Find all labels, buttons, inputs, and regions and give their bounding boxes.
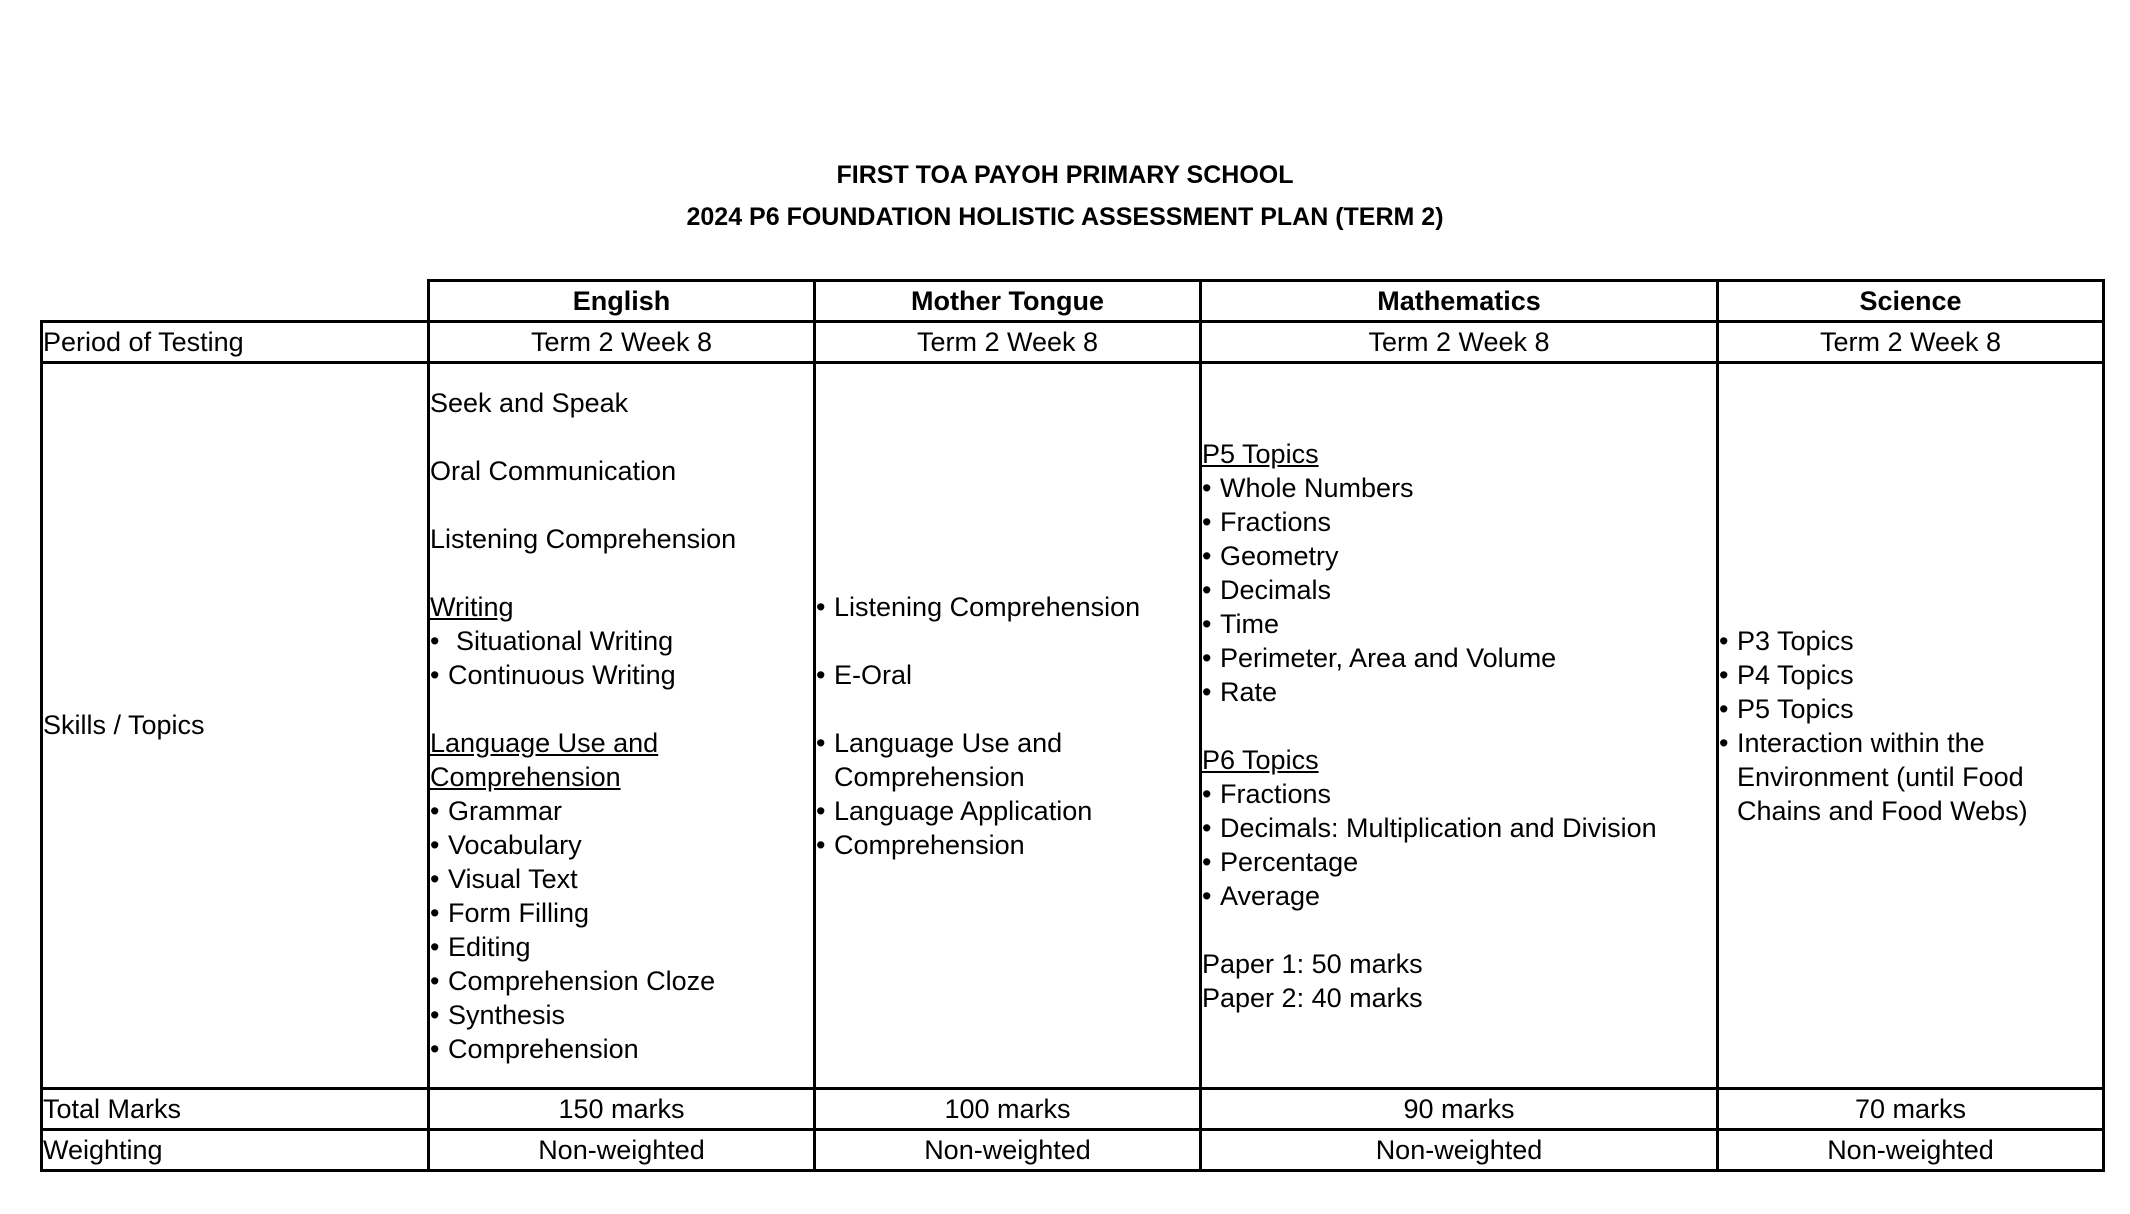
list-item-continuation [1719, 760, 2102, 794]
bullet-icon: • [1202, 642, 1212, 673]
list-item-text: Vocabulary [448, 829, 582, 860]
list-item [816, 658, 1199, 692]
english-writing-heading: Writing [430, 591, 514, 622]
list-item-text: Decimals: Multiplication and Division [1220, 812, 1657, 843]
bullet-icon: • [816, 829, 826, 860]
bullet-icon: • [1202, 574, 1212, 605]
list-item-text: P5 Topics [1737, 693, 1854, 724]
list-item [816, 726, 1199, 760]
list-item [430, 828, 813, 862]
bullet-icon: • [1202, 676, 1212, 707]
list-item [430, 896, 813, 930]
list-item [430, 658, 813, 692]
list-item-text: Listening Comprehension [834, 591, 1141, 622]
column-header-science: Science [1718, 281, 2104, 322]
list-item-text: Comprehension [834, 829, 1025, 860]
list-item-text: P4 Topics [1737, 659, 1854, 690]
bullet-icon: • [1202, 812, 1212, 843]
math-p6-heading: P6 Topics [1202, 744, 1319, 775]
bullet-icon: • [430, 795, 440, 826]
list-item [1202, 573, 1716, 607]
bullet-icon: • [1719, 625, 1729, 656]
total-marks-row [42, 1089, 2104, 1130]
english-language-heading-cont: Comprehension [430, 761, 621, 792]
list-item-text: Chains and Food Webs) [1737, 795, 2028, 826]
math-paper-2: Paper 2: 40 marks [1202, 982, 1423, 1013]
list-item [1202, 471, 1716, 505]
bullet-icon: • [816, 659, 826, 690]
math-p5-heading: P5 Topics [1202, 438, 1319, 469]
list-item-text: Decimals [1220, 574, 1332, 605]
list-item [430, 964, 813, 998]
bullet-icon: • [1202, 846, 1212, 877]
math-paper-1: Paper 1: 50 marks [1202, 948, 1423, 979]
list-item-text: Time [1220, 608, 1279, 639]
english-language-heading: Language Use and [430, 727, 659, 758]
bullet-icon: • [430, 863, 440, 894]
list-item [1719, 624, 2102, 658]
row-label-weighting: Weighting [42, 1130, 429, 1171]
bullet-icon: • [430, 931, 440, 962]
total-mother-tongue: 100 marks [815, 1089, 1201, 1130]
weighting-row [42, 1130, 2104, 1171]
bullet-icon: • [430, 897, 440, 928]
list-item-text: E-Oral [834, 659, 913, 690]
list-item [1719, 692, 2102, 726]
assessment-plan-table [40, 279, 2105, 1172]
total-mathematics: 90 marks [1201, 1089, 1718, 1130]
list-item-text: P3 Topics [1737, 625, 1854, 656]
list-item-text: Fractions [1220, 778, 1332, 809]
weighting-mathematics: Non-weighted [1201, 1130, 1718, 1171]
period-science: Term 2 Week 8 [1718, 322, 2104, 363]
skills-row [42, 363, 2104, 1089]
list-item-text: Form Filling [448, 897, 590, 928]
list-item [1202, 777, 1716, 811]
skills-english [429, 363, 815, 1089]
list-item [430, 1032, 813, 1066]
total-science: 70 marks [1718, 1089, 2104, 1130]
list-item [1202, 675, 1716, 709]
bullet-icon: • [1202, 880, 1212, 911]
period-mathematics: Term 2 Week 8 [1201, 322, 1718, 363]
list-item-text: Visual Text [448, 863, 578, 894]
row-label-period: Period of Testing [42, 322, 429, 363]
list-item [430, 624, 813, 658]
list-item [1719, 726, 2102, 760]
row-label-total-marks: Total Marks [42, 1089, 429, 1130]
list-item [816, 794, 1199, 828]
bullet-icon: • [430, 625, 440, 656]
bullet-icon: • [1719, 659, 1729, 690]
bullet-icon: • [430, 999, 440, 1030]
english-oral: Oral Communication [430, 455, 677, 486]
bullet-icon: • [430, 659, 440, 690]
list-item [430, 930, 813, 964]
list-item-text: Language Application [834, 795, 1093, 826]
list-item-text: Rate [1220, 676, 1278, 707]
plan-title: 2024 P6 FOUNDATION HOLISTIC ASSESSMENT PLAN (TERM 2) [686, 203, 1444, 231]
bullet-icon: • [816, 727, 826, 758]
column-header-english: English [429, 281, 815, 322]
weighting-english: Non-weighted [429, 1130, 815, 1171]
period-row [42, 322, 2104, 363]
list-item-continuation [816, 760, 1199, 794]
list-item [430, 794, 813, 828]
bullet-icon: • [1719, 727, 1729, 758]
list-item-text: Environment (until Food [1737, 761, 2024, 792]
bullet-icon: • [816, 795, 826, 826]
list-item-text: Perimeter, Area and Volume [1220, 642, 1557, 673]
list-item-text: Continuous Writing [448, 659, 676, 690]
list-item [430, 862, 813, 896]
list-item-text: Geometry [1220, 540, 1339, 571]
list-item-text: Language Use and [834, 727, 1063, 758]
bullet-icon: • [1719, 693, 1729, 724]
list-item [816, 828, 1199, 862]
list-item-text: Editing [448, 931, 531, 962]
weighting-mother-tongue: Non-weighted [815, 1130, 1201, 1171]
skills-mathematics [1201, 363, 1718, 1089]
list-item [1202, 879, 1716, 913]
list-item [1202, 641, 1716, 675]
list-item-continuation [1719, 794, 2102, 828]
period-english: Term 2 Week 8 [429, 322, 815, 363]
school-name: FIRST TOA PAYOH PRIMARY SCHOOL [836, 161, 1294, 189]
english-listening: Listening Comprehension [430, 523, 737, 554]
list-item-text: Percentage [1220, 846, 1359, 877]
list-item-text: Average [1220, 880, 1321, 911]
list-item [1202, 505, 1716, 539]
weighting-science: Non-weighted [1718, 1130, 2104, 1171]
bullet-icon: • [430, 965, 440, 996]
list-item-text: Comprehension [834, 761, 1025, 792]
header-row [42, 281, 2104, 322]
list-item-text: Interaction within the [1737, 727, 1985, 758]
list-item [1202, 845, 1716, 879]
period-mother-tongue: Term 2 Week 8 [815, 322, 1201, 363]
list-item [430, 998, 813, 1032]
list-item [816, 590, 1199, 624]
english-seek-speak: Seek and Speak [430, 387, 629, 418]
list-item-text: Synthesis [448, 999, 566, 1030]
column-header-mother-tongue: Mother Tongue [815, 281, 1201, 322]
list-item-text: Comprehension Cloze [448, 965, 716, 996]
list-item-text: Comprehension [448, 1033, 639, 1064]
skills-science [1718, 363, 2104, 1089]
skills-mother-tongue [815, 363, 1201, 1089]
list-item-text: Whole Numbers [1220, 472, 1414, 503]
list-item-text: Grammar [448, 795, 562, 826]
bullet-icon: • [430, 1033, 440, 1064]
bullet-icon: • [1202, 472, 1212, 503]
list-item-text: Fractions [1220, 506, 1332, 537]
total-english: 150 marks [429, 1089, 815, 1130]
bullet-icon: • [1202, 608, 1212, 639]
list-item [1719, 658, 2102, 692]
bullet-icon: • [816, 591, 826, 622]
bullet-icon: • [430, 829, 440, 860]
column-header-mathematics: Mathematics [1201, 281, 1718, 322]
bullet-icon: • [1202, 778, 1212, 809]
bullet-icon: • [1202, 506, 1212, 537]
list-item [1202, 811, 1716, 845]
list-item-text: Situational Writing [456, 625, 674, 656]
list-item [1202, 607, 1716, 641]
bullet-icon: • [1202, 540, 1212, 571]
row-label-skills: Skills / Topics [42, 363, 429, 1089]
list-item [1202, 539, 1716, 573]
corner-cell [42, 281, 429, 322]
